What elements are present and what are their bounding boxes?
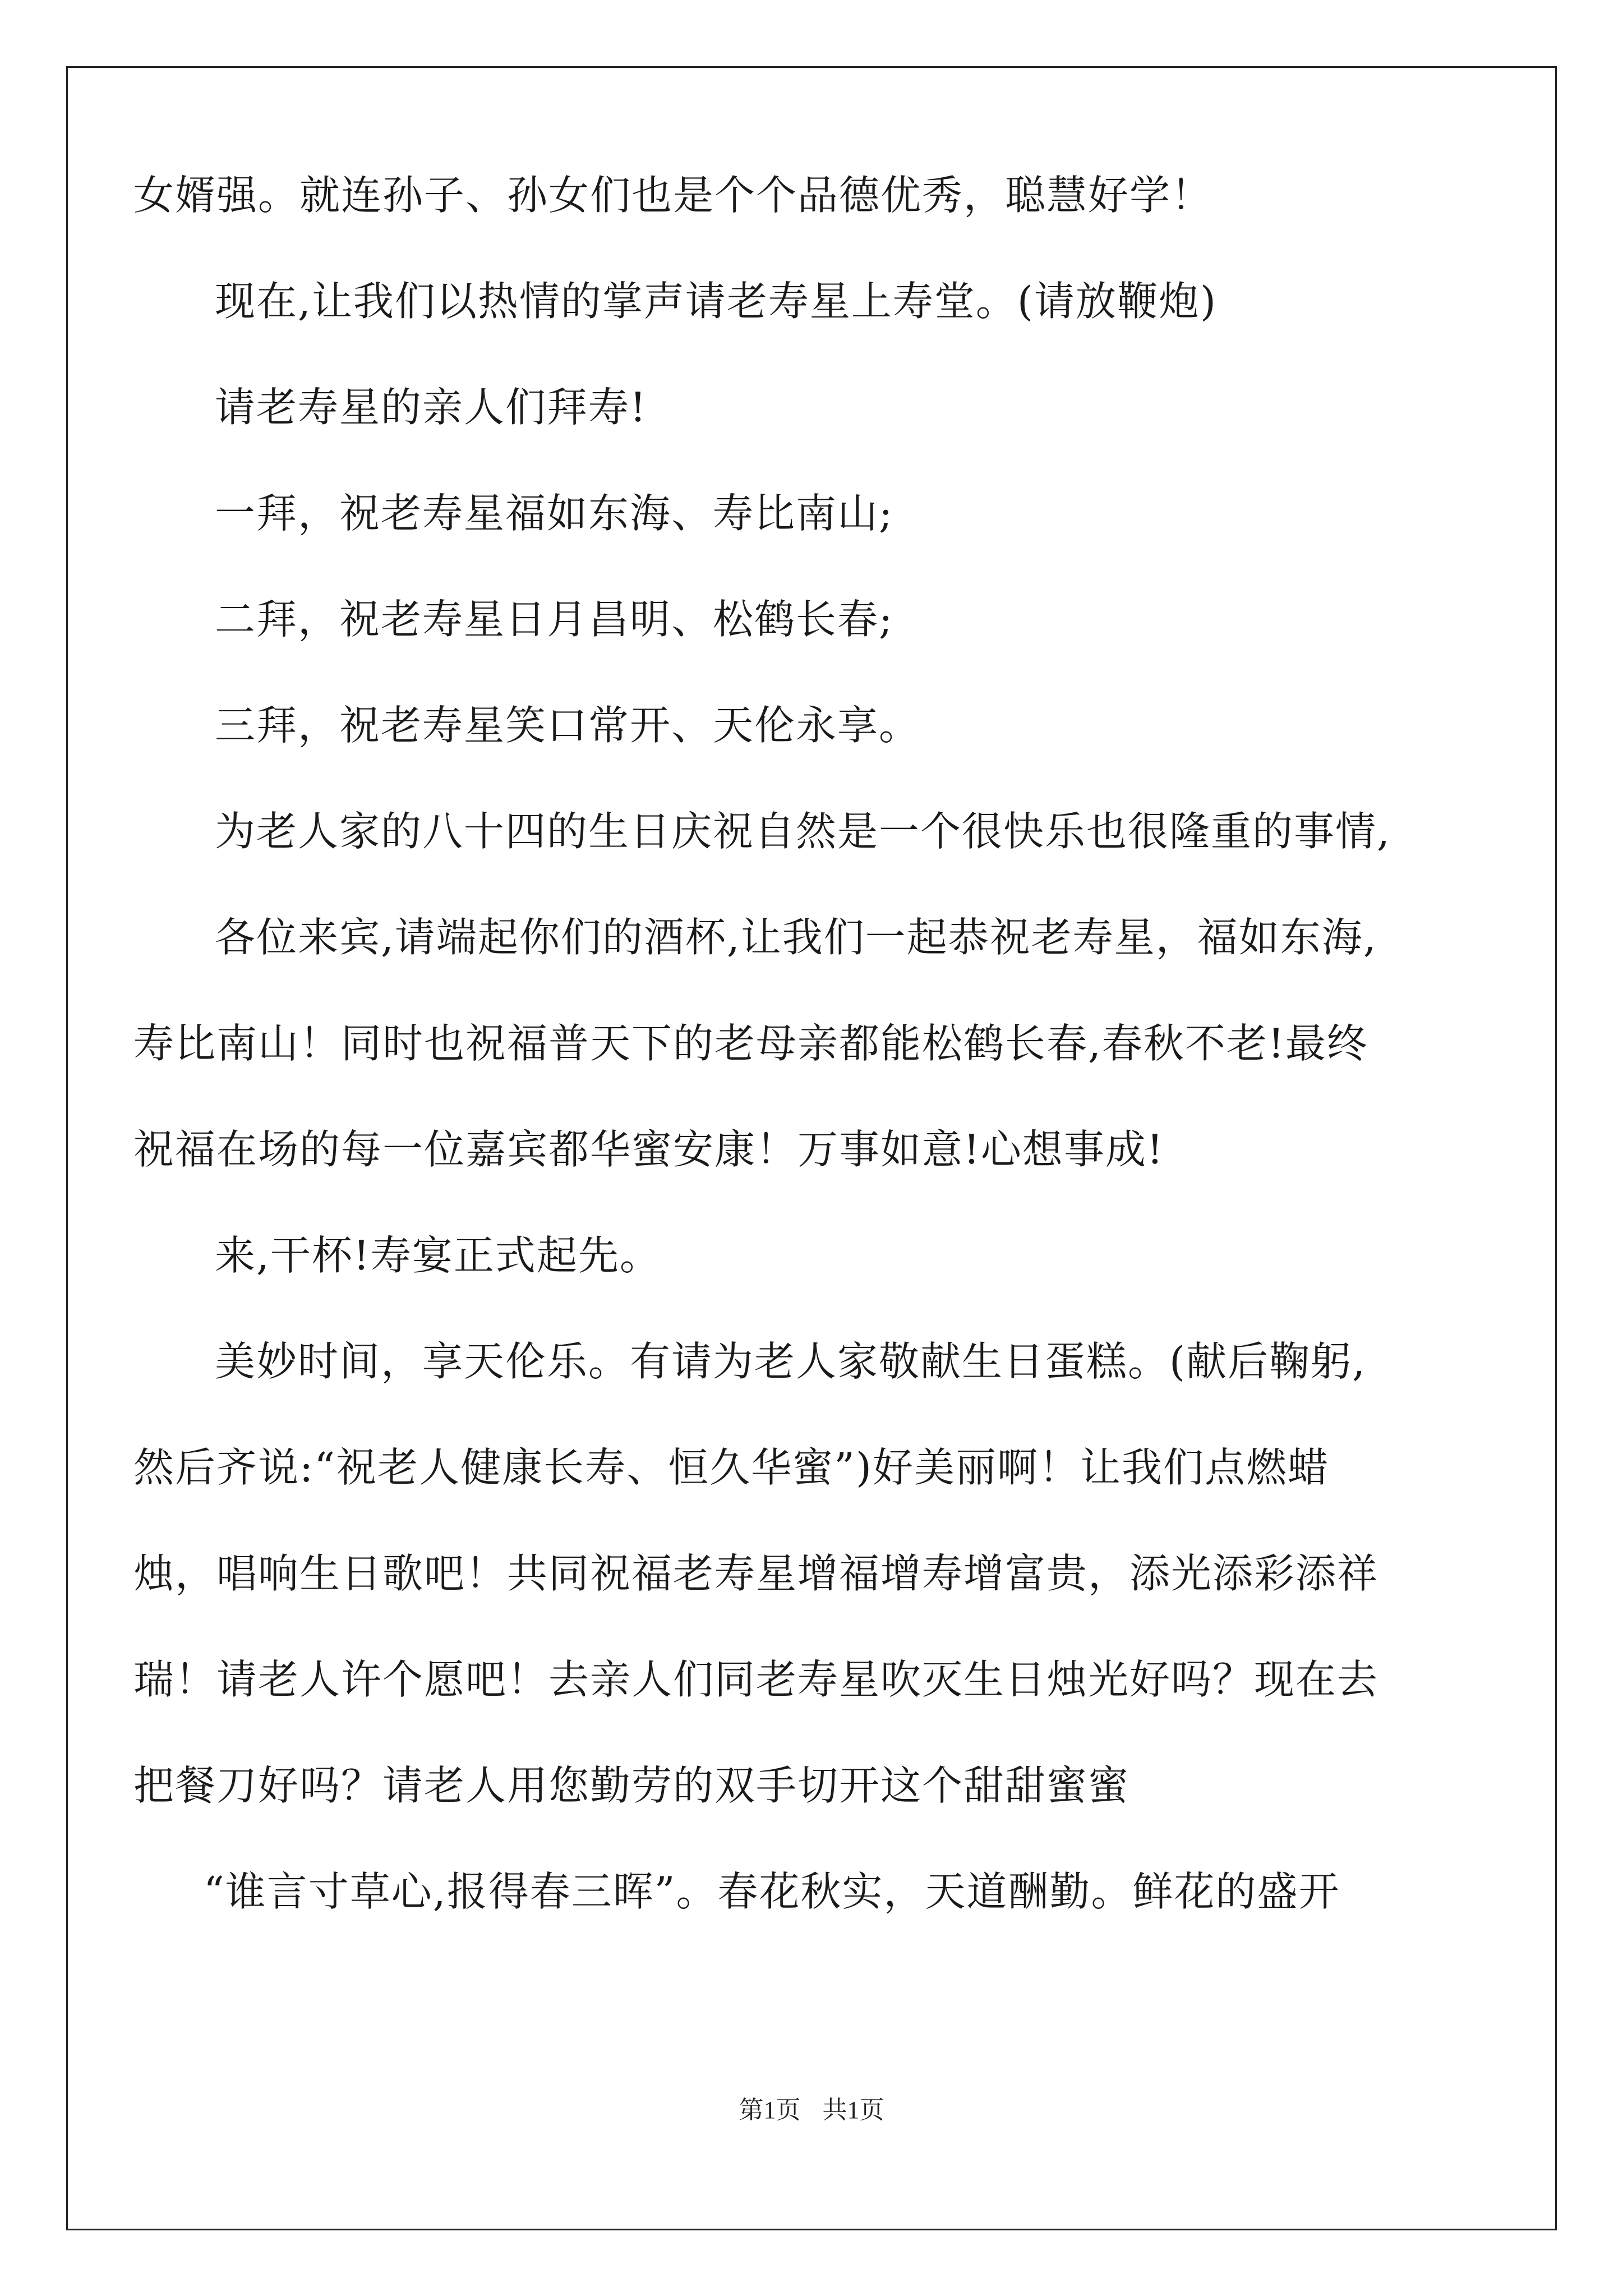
- paragraph-line: 来,干杯!寿宴正式起先。: [215, 1232, 661, 1279]
- paragraph-line: 烛，唱响生日歌吧！共同祝福老寿星增福增寿增富贵，添光添彩添祥: [133, 1550, 1379, 1597]
- paragraph-line: 各位来宾,请端起你们的酒杯,让我们一起恭祝老寿星，福如东海,: [215, 914, 1377, 961]
- paragraph-line: 请老寿星的亲人们拜寿!: [215, 384, 647, 431]
- paragraph-line: 一拜，祝老寿星福如东海、寿比南山;: [215, 490, 894, 537]
- paragraph-line: 寿比南山！同时也祝福普天下的老母亲都能松鹤长春,春秋不老!最终: [133, 1020, 1368, 1067]
- paragraph-line: 二拜，祝老寿星日月昌明、松鹤长春;: [215, 596, 894, 643]
- paragraph-line: 然后齐说:“祝老人健康长寿、恒久华蜜”)好美丽啊！让我们点燃蜡: [133, 1444, 1329, 1491]
- page-number-current: 第1页: [739, 2096, 801, 2124]
- page-number-total: 共1页: [822, 2096, 884, 2124]
- paragraph-line: 三拜，祝老寿星笑口常开、天伦永享。: [215, 702, 921, 749]
- paragraph-line: 女婿强。就连孙子、孙女们也是个个品德优秀，聪慧好学！: [133, 172, 1213, 219]
- paragraph-line: 祝福在场的每一位嘉宾都华蜜安康！万事如意!心想事成!: [133, 1126, 1164, 1173]
- document-body: [133, 163, 1491, 1965]
- paragraph-line: 现在,让我们以热情的掌声请老寿星上寿堂。(请放鞭炮): [215, 278, 1218, 325]
- paragraph-line: 美妙时间，享天伦乐。有请为老人家敬献生日蛋糕。(献后鞠躬,: [215, 1338, 1366, 1385]
- paragraph-line: 把餐刀好吗？请老人用您勤劳的双手切开这个甜甜蜜蜜: [133, 1762, 1130, 1809]
- page-footer: [0, 2090, 1623, 2125]
- paragraph-line: 瑞！请老人许个愿吧！去亲人们同老寿星吹灭生日烛光好吗？现在去: [133, 1656, 1379, 1703]
- paragraph-line: 为老人家的八十四的生日庆祝自然是一个很快乐也很隆重的事情,: [215, 808, 1391, 855]
- paragraph-line: “谁言寸草心,报得春三晖”。春花秋实，天道酬勤。鲜花的盛开: [204, 1868, 1340, 1915]
